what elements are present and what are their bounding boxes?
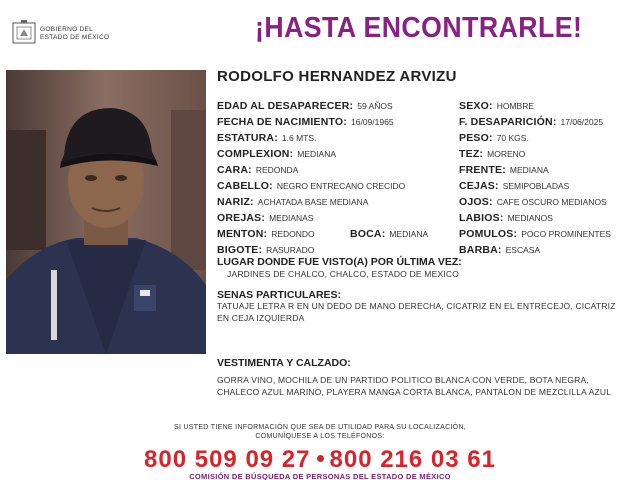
field-label: OREJAS: (217, 212, 266, 224)
headline: ¡HASTA ENCONTRARLE! (255, 12, 583, 44)
gov-line1: GOBIERNO DEL (40, 26, 94, 33)
field-value: REDONDA (255, 165, 299, 175)
state-seal-icon (12, 20, 36, 46)
missing-person-photo (6, 70, 206, 354)
field-value: MEDIANA (389, 229, 429, 239)
field-value: MORENO (487, 149, 526, 159)
field-value: ACHATADA BASE MEDIANA (257, 197, 369, 207)
field-label: PESO: (459, 132, 493, 144)
phone-numbers (0, 446, 640, 474)
field-value: RASURADO (266, 245, 315, 255)
field-value: MEDIANA (509, 165, 549, 175)
field-value: 16/09/1965 (351, 117, 394, 127)
field-value: 70 KGS. (496, 133, 529, 143)
field-value: MEDIANAS (269, 213, 314, 223)
field-value: 1.6 MTS. (281, 133, 317, 143)
marks-text: TATUAJE LETRA R EN UN DEDO DE MANO DERECHA, CICATRIZ EN EL ENTRECEJO, CICATRIZ EN CEJA IZQUIERDA (217, 301, 616, 323)
field-label: COMPLEXION: (217, 148, 294, 160)
government-logo (12, 18, 152, 48)
field-label: NARIZ: (217, 196, 254, 208)
field-label: BARBA: (459, 244, 502, 256)
field-label: FECHA DE NACIMIENTO: (217, 116, 347, 128)
field-label: F. DESAPARICIÓN: (459, 116, 557, 128)
separator-dot-icon (317, 455, 324, 462)
field-value: REDONDO (271, 229, 315, 239)
person-name: RODOLFO HERNANDEZ ARVIZU (217, 68, 457, 85)
field-value: SEMIPOBLADAS (502, 181, 570, 191)
field-label: EDAD AL DESAPARECER: (217, 100, 354, 112)
location-title: LUGAR DONDE FUE VISTO(A) POR ÚLTIMA VEZ: (217, 256, 462, 268)
field-value: 17/06/2025 (560, 117, 604, 127)
field-value: POCO PROMINENTES (521, 229, 611, 239)
field-barba (459, 240, 540, 258)
field-value: NEGRO ENTRECANO CRECIDO (276, 181, 406, 191)
phone-number-2[interactable]: 800 216 03 61 (329, 446, 496, 473)
field-label: BIGOTE: (217, 244, 263, 256)
phone-number-1[interactable]: 800 509 09 27 (144, 446, 311, 473)
field-label: TEZ: (459, 148, 484, 160)
gov-line2: ESTADO DE MÉXICO (40, 34, 110, 41)
field-value: MEDIANA (297, 149, 337, 159)
footer-note-line1: SI USTED TIENE INFORMACIÓN QUE SEA DE UTILIDAD PARA SU LOCALIZACIÓN, (173, 424, 467, 431)
field-label: POMULOS: (459, 228, 518, 240)
field-value: MEDIANOS (507, 213, 553, 223)
location-text: JARDINES DE CHALCO, CHALCO, ESTADO DE MEXICO (227, 269, 460, 279)
clothing-title: VESTIMENTA Y CALZADO: (217, 357, 351, 369)
field-value: 59 AÑOS (357, 101, 393, 111)
field-label: LABIOS: (459, 212, 504, 224)
field-label: SEXO: (459, 100, 493, 112)
footer-note-line2: COMUNÍQUESE A LOS TELÉFONOS: (255, 433, 385, 440)
field-boca (350, 224, 428, 242)
field-label: CABELLO: (217, 180, 273, 192)
field-label: FRENTE: (459, 164, 506, 176)
field-label: CEJAS: (459, 180, 499, 192)
field-label: MENTON: (217, 228, 268, 240)
field-value: CAFE OSCURO MEDIANOS (496, 197, 607, 207)
clothing-text: GORRA VINO, MOCHILA DE UN PARTIDO POLITICO BLANCA CON VERDE, BOTA NEGRA, CHALECO AZUL MARINO, PLAYERA MANGA CORTA BLANCA, PANTALON DE MEZCLILLA AZUL (217, 375, 612, 397)
field-label: CARA: (217, 164, 252, 176)
field-label: ESTATURA: (217, 132, 278, 144)
field-label: BOCA: (350, 228, 386, 240)
field-value: ESCASA (505, 245, 541, 255)
commission-name: COMISIÓN DE BÚSQUEDA DE PERSONAS DEL ESTADO DE MÉXICO (189, 472, 451, 480)
field-label: OJOS: (459, 196, 493, 208)
marks-title: SENAS PARTICULARES: (217, 289, 342, 301)
field-value: HOMBRE (496, 101, 534, 111)
